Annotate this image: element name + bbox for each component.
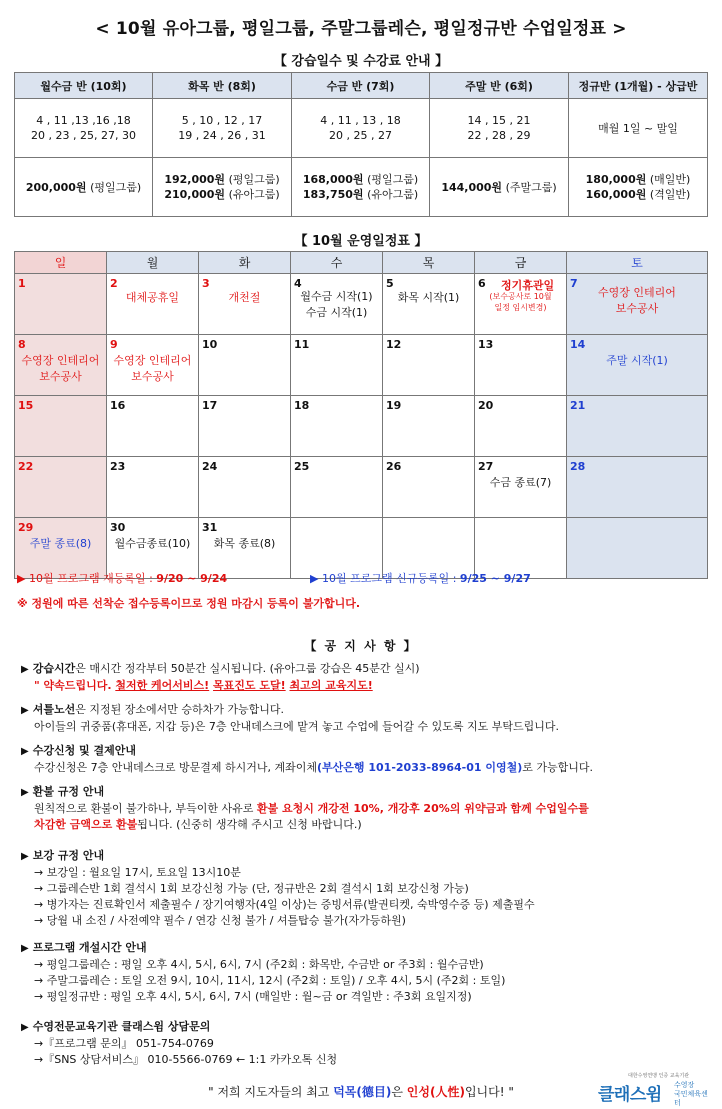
footer-slogan: " 저희 지도자들의 최고 덕목(德目)은 인성(人性)입니다! ": [208, 1085, 514, 1099]
calendar-day-empty: [567, 518, 708, 579]
triangle-right-icon: ▶: [21, 943, 29, 954]
calendar-day: 24: [199, 457, 291, 518]
fee-header: 수금 반 (7회): [292, 73, 430, 99]
capacity-warning: ※ 정원에 따른 선착순 접수등록이므로 정원 마감시 등록이 불가합니다.: [17, 597, 361, 610]
triangle-right-icon: ▶: [21, 1022, 29, 1033]
weekday-header: 토: [567, 252, 708, 274]
notice-program-times: ▶ 프로그램 개설시간 안내 → 평일그룹레슨 : 평일 오후 4시, 5시, 6시, 7시 (주2회 : 화목반, 수금반 or 주3회 : 월수금반) → 주말그룹레슨 : 토일 오전 9시, 10시, 11시, 12시 (주2회 : 토일) / 오후 4시, 5시 (주2회 : 토일) → 평일정규반 : 평일 오후 4시, 5시, 6시, 7시 (매일반 : 월~금 or 격일반 : 주3회 요일지정): [21, 941, 506, 1003]
calendar-day: 15: [15, 396, 107, 457]
calendar-day: 9 수영장 인테리어 보수공사: [107, 335, 199, 396]
calendar-day: 28: [567, 457, 708, 518]
calendar-day: 8 수영장 인테리어 보수공사: [15, 335, 107, 396]
calendar-day: 7 수영장 인테리어 보수공사: [567, 274, 708, 335]
fee-price-cell: 180,000원 (매일반) 160,000원 (격일반): [569, 158, 708, 217]
weekday-header: 월: [107, 252, 199, 274]
triangle-right-icon: ▶: [21, 705, 29, 716]
calendar-day: 3 개천절: [199, 274, 291, 335]
fee-dates-cell: 14 , 15 , 21 22 , 28 , 29: [430, 99, 569, 158]
calendar-day: 13: [475, 335, 567, 396]
weekday-header: 목: [383, 252, 475, 274]
calendar-table: [14, 251, 708, 579]
calendar-day: 19: [383, 396, 475, 457]
triangle-right-icon: ▶: [21, 787, 29, 798]
calendar-day: 22: [15, 457, 107, 518]
notice-shuttle: ▶ 셔틀노선은 지정된 장소에서만 승하차가 가능합니다. 아이들의 귀중품(휴대폰, 지갑 등)은 7층 안내데스크에 맡겨 놓고 수업에 들어갈 수 있도록 지도 부탁드립니다.: [21, 703, 559, 733]
re-registration: ▶ 10월 프로그램 재등록일 : 9/20 ~ 9/24: [17, 572, 228, 585]
calendar-day: 21: [567, 396, 708, 457]
calendar-day: 20: [475, 396, 567, 457]
calendar-day: 1: [15, 274, 107, 335]
triangle-right-icon: ▶: [17, 572, 26, 585]
weekday-header: 금: [475, 252, 567, 274]
calendar-day: 17: [199, 396, 291, 457]
triangle-right-icon: ▶: [21, 664, 29, 675]
calendar-day: 26: [383, 457, 475, 518]
calendar-day: 5 화목 시작(1): [383, 274, 475, 335]
notice-contact: ▶ 수영전문교육기관 클래스윔 상담문의 →『프로그램 문의』 051-754-0769 →『SNS 상담서비스』 010-5566-0769 ← 1:1 카카오톡 신청: [21, 1020, 338, 1066]
calendar-day: 29 주말 종료(8): [15, 518, 107, 579]
calendar-day: 4 월수금 시작(1) 수금 시작(1): [291, 274, 383, 335]
fee-dates-cell: 4 , 11 , 13 , 18 20 , 25 , 27: [292, 99, 430, 158]
fee-header: 월수금 반 (10회): [15, 73, 153, 99]
fee-header: 정규반 (1개월) - 상급반: [569, 73, 708, 99]
fee-dates-cell: 5 , 10 , 12 , 17 19 , 24 , 26 , 31: [153, 99, 292, 158]
calendar-day: 16: [107, 396, 199, 457]
calendar-day: 11: [291, 335, 383, 396]
calendar-day: 10: [199, 335, 291, 396]
calendar-day: 2 대체공휴일: [107, 274, 199, 335]
fee-section-title: 【 강습일수 및 수강료 안내 】: [273, 54, 449, 69]
weekday-header: 수: [291, 252, 383, 274]
new-registration: ▶ 10월 프로그램 신규등록일 : 9/25 ~ 9/27: [310, 572, 531, 585]
fee-price-cell: 200,000원 (평일그룹): [15, 158, 153, 217]
weekday-header: 일: [15, 252, 107, 274]
triangle-right-icon: ▶: [21, 851, 29, 862]
classwim-logo: 대한수영연맹 인증 교육기관 클래스윔 수영장 국민체육센터: [598, 1073, 708, 1107]
calendar-title: 【 10월 운영일정표 】: [294, 234, 428, 249]
calendar-day: 30 월수금종료(10): [107, 518, 199, 579]
fee-price-cell: 144,000원 (주말그룹): [430, 158, 569, 217]
calendar-day: 27 수금 종료(7): [475, 457, 567, 518]
notice-makeup: ▶ 보강 규정 안내 → 보강일 : 월요일 17시, 토요일 13시10분 → 그룹레슨반 1회 결석시 1회 보강신청 가능 (단, 정규반은 2회 결석시 1회 보강신청 가능) → 병가자는 진료확인서 제출필수 / 장기여행자(4일 이상)는 증빙서류(발권티켓, 숙박영수증 등) 제출필수 → 당월 내 소진 / 사전예약 필수 / 연강 신청 불가 / 셔틀탑승 불가(자가등하원): [21, 849, 535, 927]
fee-table: [14, 72, 708, 217]
calendar-day: 31 화목 종료(8): [199, 518, 291, 579]
calendar-day: 25: [291, 457, 383, 518]
calendar-day: 12: [383, 335, 475, 396]
calendar-day: 23: [107, 457, 199, 518]
fee-header: 화목 반 (8회): [153, 73, 292, 99]
notice-refund: ▶ 환불 규정 안내 원칙적으로 환불이 불가하나, 부득이한 사유로 환불 요청시 개강전 10%, 개강후 20%의 위약금과 함께 수업일수를 차감한 금액으로 환불됩니다. (신중히 생각해 주시고 신청 바랍니다.): [21, 785, 589, 831]
fee-header: 주말 반 (6회): [430, 73, 569, 99]
notice-registration-payment: ▶ 수강신청 및 결제안내 수강신청은 7층 안내데스크로 방문결제 하시거나, 계좌이체(부산은행 101-2033-8964-01 이영철)로 가능합니다.: [21, 744, 594, 774]
calendar-day: 18: [291, 396, 383, 457]
notice-title: 【 공 지 사 항 】: [304, 639, 418, 653]
calendar-day: 6 정기휴관일 (보수공사로 10월 일정 임시변경): [475, 274, 567, 335]
fee-price-cell: 168,000원 (평일그룹) 183,750원 (유아그룹): [292, 158, 430, 217]
triangle-right-icon: ▶: [310, 572, 319, 585]
triangle-right-icon: ▶: [21, 746, 29, 757]
calendar-day: 14 주말 시작(1): [567, 335, 708, 396]
fee-dates-cell: 매월 1일 ~ 말일: [569, 99, 708, 158]
notice-lesson-time: ▶ 강습시간은 매시간 정각부터 50분간 실시됩니다. (유아그룹 강습은 45분간 실시) " 약속드립니다. 철저한 케어서비스! 목표진도 도달! 최고의 교육지도!: [21, 662, 420, 692]
weekday-header: 화: [199, 252, 291, 274]
page-title: < 10월 유아그룹, 평일그룹, 주말그룹레슨, 평일정규반 수업일정표 >: [95, 19, 627, 39]
fee-dates-cell: 4 , 11 ,13 ,16 ,18 20 , 23 , 25, 27, 30: [15, 99, 153, 158]
fee-price-cell: 192,000원 (평일그룹) 210,000원 (유아그룹): [153, 158, 292, 217]
